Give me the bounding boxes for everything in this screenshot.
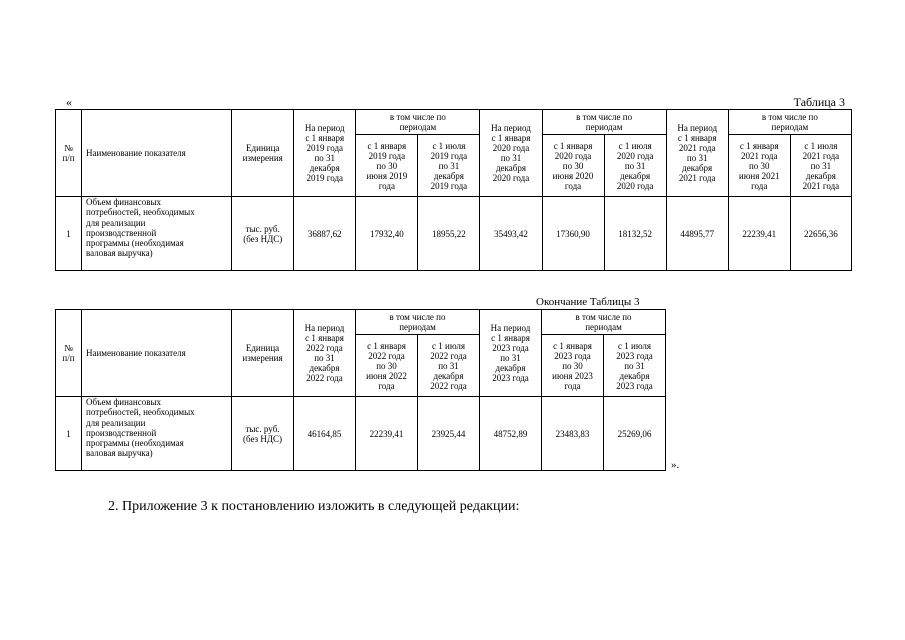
row-number: 1 <box>56 397 82 471</box>
header-including-2022: в том числе по периодам <box>356 310 480 335</box>
table-row <box>56 197 852 271</box>
header-period-2022: На период с 1 января 2022 года по 31 декабря 2022 года <box>294 310 356 397</box>
value-2021: 44895,77 <box>666 197 728 271</box>
header-including-2023: в том числе по периодам <box>542 310 666 335</box>
value-2022: 46164,85 <box>294 397 356 471</box>
value-2019-h1: 17932,40 <box>356 197 418 271</box>
value-2021-h1: 22239,41 <box>728 197 790 271</box>
header-2019-h1: с 1 января 2019 года по 30 июня 2019 года <box>356 135 418 197</box>
header-2020-h2: с 1 июля 2020 года по 31 декабря 2020 года <box>604 135 666 197</box>
value-2020: 35493,42 <box>480 197 542 271</box>
header-period-2021: На период с 1 января 2021 года по 31 декабря 2021 года <box>666 110 728 197</box>
row-indicator-name: Объем финансовых потребностей, необходимых для реализации производственной программы (необходимая валовая выручка) <box>82 397 232 471</box>
value-2019-h2: 18955,22 <box>418 197 480 271</box>
header-period-2023: На период с 1 января 2023 года по 31 декабря 2023 года <box>480 310 542 397</box>
table-3-title: Таблица 3 <box>793 95 845 109</box>
header-number: № п/п <box>56 310 82 397</box>
table-3-end <box>55 309 666 471</box>
header-including-2019: в том числе по периодам <box>356 110 480 135</box>
value-2021-h2: 22656,36 <box>790 197 851 271</box>
header-indicator-name: Наименование показателя <box>82 110 232 197</box>
header-indicator-name: Наименование показателя <box>82 310 232 397</box>
header-2023-h2: с 1 июля 2023 года по 31 декабря 2023 года <box>604 335 666 397</box>
table-row <box>56 397 666 471</box>
value-2022-h1: 22239,41 <box>356 397 418 471</box>
value-2022-h2: 23925,44 <box>418 397 480 471</box>
row-indicator-name: Объем финансовых потребностей, необходимых для реализации производственной программы (необходимая валовая выручка) <box>82 197 232 271</box>
header-number: № п/п <box>56 110 82 197</box>
opening-quote: « <box>66 95 72 109</box>
header-2021-h2: с 1 июля 2021 года по 31 декабря 2021 года <box>790 135 851 197</box>
value-2020-h2: 18132,52 <box>604 197 666 271</box>
value-2023: 48752,89 <box>480 397 542 471</box>
header-including-2020: в том числе по периодам <box>542 110 666 135</box>
value-2023-h2: 25269,06 <box>604 397 666 471</box>
header-period-2020: На период с 1 января 2020 года по 31 декабря 2020 года <box>480 110 542 197</box>
header-unit: Единица измерения <box>232 310 294 397</box>
value-2020-h1: 17360,90 <box>542 197 604 271</box>
header-unit: Единица измерения <box>232 110 294 197</box>
header-2020-h1: с 1 января 2020 года по 30 июня 2020 года <box>542 135 604 197</box>
value-2023-h1: 23483,83 <box>542 397 604 471</box>
header-including-2021: в том числе по периодам <box>728 110 851 135</box>
row-unit: тыс. руб. (без НДС) <box>232 197 294 271</box>
header-2019-h2: с 1 июля 2019 года по 31 декабря 2019 года <box>418 135 480 197</box>
table-3 <box>55 109 852 271</box>
header-2023-h1: с 1 января 2023 года по 30 июня 2023 года <box>542 335 604 397</box>
value-2019: 36887,62 <box>294 197 356 271</box>
header-2021-h1: с 1 января 2021 года по 30 июня 2021 года <box>728 135 790 197</box>
table-3-end-title: Окончание Таблицы 3 <box>536 296 640 308</box>
closing-quote: ». <box>671 459 680 471</box>
header-2022-h2: с 1 июля 2022 года по 31 декабря 2022 года <box>418 335 480 397</box>
header-period-2019: На период с 1 января 2019 года по 31 декабря 2019 года <box>294 110 356 197</box>
row-number: 1 <box>56 197 82 271</box>
paragraph-2: 2. Приложение 3 к постановлению изложить в следующей редакции: <box>108 499 520 514</box>
row-unit: тыс. руб. (без НДС) <box>232 397 294 471</box>
header-2022-h1: с 1 января 2022 года по 30 июня 2022 года <box>356 335 418 397</box>
